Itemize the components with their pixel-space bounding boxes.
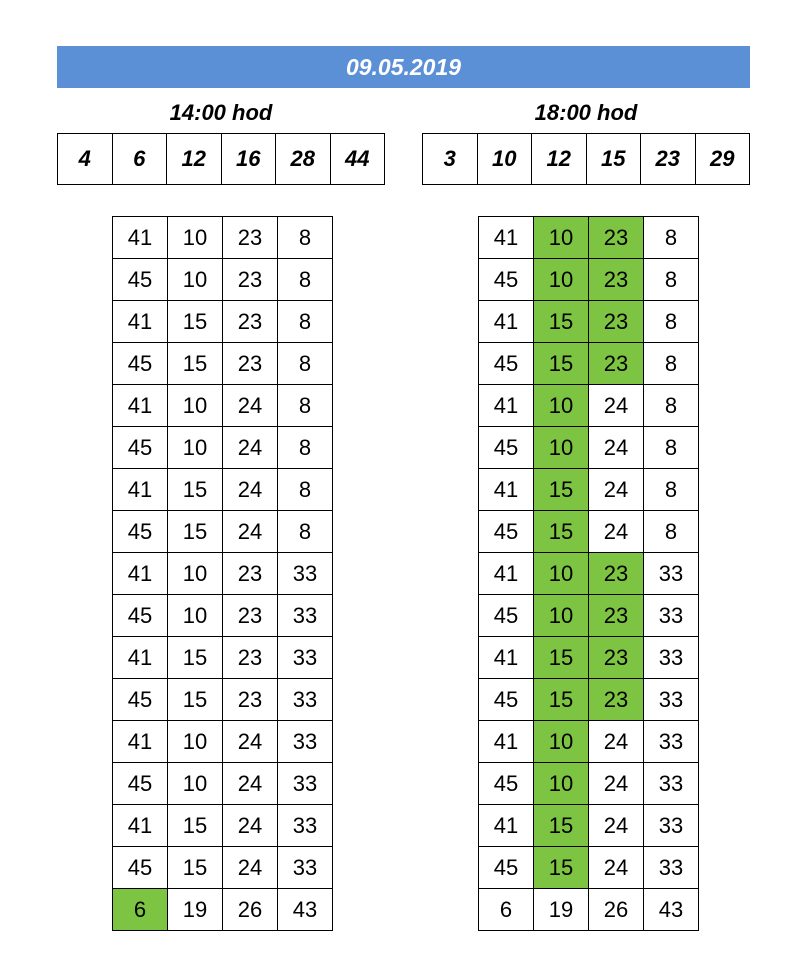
combination-row bbox=[479, 343, 699, 385]
combination-cell: 15 bbox=[168, 301, 223, 343]
combination-cell: 24 bbox=[223, 805, 278, 847]
combination-table-1800 bbox=[478, 216, 699, 931]
drawn-number: 10 bbox=[477, 134, 532, 185]
combination-row bbox=[113, 385, 333, 427]
combination-cell: 45 bbox=[113, 679, 168, 721]
combination-row bbox=[479, 427, 699, 469]
drawn-number: 12 bbox=[167, 134, 222, 185]
drawn-numbers-1400 bbox=[57, 133, 385, 185]
combination-cell: 8 bbox=[278, 259, 333, 301]
combination-cell-hit: 23 bbox=[589, 679, 644, 721]
combination-row bbox=[113, 427, 333, 469]
combination-cell: 45 bbox=[479, 511, 534, 553]
combination-row bbox=[113, 889, 333, 931]
combination-cell: 8 bbox=[644, 427, 699, 469]
combination-row bbox=[479, 721, 699, 763]
combination-cell: 45 bbox=[113, 427, 168, 469]
combination-cell: 19 bbox=[168, 889, 223, 931]
combination-cell: 10 bbox=[168, 217, 223, 259]
combination-cell-hit: 23 bbox=[589, 259, 644, 301]
combination-row bbox=[479, 847, 699, 889]
combination-row bbox=[479, 301, 699, 343]
combination-row bbox=[479, 679, 699, 721]
combination-row bbox=[113, 511, 333, 553]
combination-cell: 10 bbox=[168, 427, 223, 469]
drawn-number: 28 bbox=[276, 134, 331, 185]
combination-row bbox=[479, 595, 699, 637]
combination-cell: 45 bbox=[113, 595, 168, 637]
combination-cell: 23 bbox=[223, 679, 278, 721]
combination-cell: 10 bbox=[168, 763, 223, 805]
combination-cell-hit: 23 bbox=[589, 217, 644, 259]
combination-cell: 45 bbox=[113, 343, 168, 385]
combination-cell: 43 bbox=[278, 889, 333, 931]
combination-cell: 26 bbox=[589, 889, 644, 931]
combination-cell: 41 bbox=[479, 301, 534, 343]
combination-cell-hit: 10 bbox=[534, 721, 589, 763]
combination-cell: 24 bbox=[223, 427, 278, 469]
combination-cell: 45 bbox=[479, 259, 534, 301]
combination-cell: 43 bbox=[644, 889, 699, 931]
combination-cell: 41 bbox=[479, 637, 534, 679]
combination-cell: 24 bbox=[589, 847, 644, 889]
drawn-numbers-row bbox=[58, 134, 385, 185]
combination-cell: 24 bbox=[223, 847, 278, 889]
combination-row bbox=[479, 553, 699, 595]
combination-cell-hit: 10 bbox=[534, 385, 589, 427]
combination-cell: 23 bbox=[223, 301, 278, 343]
drawn-number: 4 bbox=[58, 134, 113, 185]
combination-cell: 24 bbox=[589, 721, 644, 763]
combination-cell: 8 bbox=[278, 301, 333, 343]
combination-cell: 19 bbox=[534, 889, 589, 931]
combination-row bbox=[113, 721, 333, 763]
combination-cell: 41 bbox=[479, 721, 534, 763]
combination-row bbox=[479, 637, 699, 679]
date-banner: 09.05.2019 bbox=[57, 46, 750, 88]
combination-row bbox=[113, 637, 333, 679]
combination-table-1400 bbox=[112, 216, 333, 931]
combination-cell: 15 bbox=[168, 679, 223, 721]
combination-cell: 33 bbox=[644, 595, 699, 637]
combination-cell: 41 bbox=[113, 217, 168, 259]
combination-cell: 6 bbox=[479, 889, 534, 931]
combination-cell: 26 bbox=[223, 889, 278, 931]
combination-cell: 24 bbox=[589, 385, 644, 427]
combination-row bbox=[113, 805, 333, 847]
combination-cell: 24 bbox=[223, 511, 278, 553]
combination-row bbox=[479, 805, 699, 847]
combination-cell-hit: 10 bbox=[534, 553, 589, 595]
combination-cell: 10 bbox=[168, 595, 223, 637]
combination-cell: 24 bbox=[589, 511, 644, 553]
combination-cell: 23 bbox=[223, 343, 278, 385]
combination-cell: 8 bbox=[644, 511, 699, 553]
combination-cell: 41 bbox=[113, 469, 168, 511]
combination-cell: 10 bbox=[168, 385, 223, 427]
combination-cell: 23 bbox=[223, 553, 278, 595]
combination-cell: 41 bbox=[113, 721, 168, 763]
combination-cell: 24 bbox=[223, 469, 278, 511]
drawn-number: 44 bbox=[330, 134, 385, 185]
combination-cell: 8 bbox=[644, 469, 699, 511]
combination-cell-hit: 23 bbox=[589, 637, 644, 679]
combination-row bbox=[113, 553, 333, 595]
combination-cell: 33 bbox=[644, 721, 699, 763]
combination-cell: 15 bbox=[168, 847, 223, 889]
combination-cell: 23 bbox=[223, 217, 278, 259]
combination-cell: 41 bbox=[479, 553, 534, 595]
combination-cell: 33 bbox=[644, 847, 699, 889]
combination-cell: 41 bbox=[113, 385, 168, 427]
combination-cell-hit: 15 bbox=[534, 637, 589, 679]
combination-cell: 24 bbox=[223, 385, 278, 427]
combination-cell: 8 bbox=[278, 217, 333, 259]
combination-cell: 33 bbox=[278, 805, 333, 847]
combination-cell: 8 bbox=[278, 511, 333, 553]
drawn-numbers-1800 bbox=[422, 133, 750, 185]
combination-cell: 33 bbox=[644, 763, 699, 805]
combination-cell-hit: 6 bbox=[113, 889, 168, 931]
combination-cell: 24 bbox=[589, 469, 644, 511]
combination-row bbox=[113, 763, 333, 805]
drawn-number: 16 bbox=[221, 134, 276, 185]
combination-cell-hit: 10 bbox=[534, 427, 589, 469]
combination-cell-hit: 10 bbox=[534, 217, 589, 259]
combination-cell: 23 bbox=[223, 637, 278, 679]
combination-cell-hit: 15 bbox=[534, 469, 589, 511]
combination-cell-hit: 10 bbox=[534, 259, 589, 301]
combination-cell: 41 bbox=[479, 469, 534, 511]
combination-cell: 24 bbox=[223, 721, 278, 763]
combination-cell: 41 bbox=[479, 385, 534, 427]
combination-cell: 41 bbox=[479, 217, 534, 259]
combination-row bbox=[479, 385, 699, 427]
drawn-number: 6 bbox=[112, 134, 167, 185]
combination-cell: 24 bbox=[589, 427, 644, 469]
combination-cell: 33 bbox=[278, 679, 333, 721]
combination-cell: 33 bbox=[278, 637, 333, 679]
combination-row bbox=[479, 259, 699, 301]
combination-row bbox=[113, 679, 333, 721]
combination-cell-hit: 15 bbox=[534, 511, 589, 553]
combination-row bbox=[113, 343, 333, 385]
combination-cell: 45 bbox=[479, 427, 534, 469]
combination-cell: 15 bbox=[168, 805, 223, 847]
combination-cell: 24 bbox=[223, 763, 278, 805]
combination-cell: 33 bbox=[278, 553, 333, 595]
drawn-number: 12 bbox=[532, 134, 587, 185]
combination-cell: 45 bbox=[479, 763, 534, 805]
drawn-number: 15 bbox=[586, 134, 641, 185]
combination-cell: 8 bbox=[278, 469, 333, 511]
combination-cell: 41 bbox=[113, 805, 168, 847]
combination-cell: 24 bbox=[589, 805, 644, 847]
combination-cell: 8 bbox=[644, 217, 699, 259]
combination-cell: 45 bbox=[479, 847, 534, 889]
combination-cell-hit: 15 bbox=[534, 301, 589, 343]
combination-cell: 8 bbox=[644, 259, 699, 301]
combination-cell: 33 bbox=[278, 595, 333, 637]
combination-cell: 45 bbox=[479, 595, 534, 637]
combination-cell: 41 bbox=[113, 637, 168, 679]
combination-cell-hit: 23 bbox=[589, 301, 644, 343]
combination-cell: 33 bbox=[278, 721, 333, 763]
combination-cell: 41 bbox=[113, 301, 168, 343]
combination-cell: 33 bbox=[644, 805, 699, 847]
combination-cell: 15 bbox=[168, 343, 223, 385]
combination-cell-hit: 10 bbox=[534, 595, 589, 637]
combination-cell-hit: 15 bbox=[534, 805, 589, 847]
combination-row bbox=[113, 595, 333, 637]
combination-cell: 8 bbox=[278, 385, 333, 427]
combination-cell: 10 bbox=[168, 553, 223, 595]
combination-cell: 41 bbox=[479, 805, 534, 847]
combination-cell: 45 bbox=[113, 511, 168, 553]
combination-cell: 8 bbox=[644, 343, 699, 385]
combination-cell-hit: 23 bbox=[589, 343, 644, 385]
combination-cell-hit: 15 bbox=[534, 847, 589, 889]
combination-cell-hit: 15 bbox=[534, 343, 589, 385]
combination-cell: 15 bbox=[168, 511, 223, 553]
combination-cell: 45 bbox=[113, 847, 168, 889]
combination-row bbox=[479, 511, 699, 553]
drawn-number: 3 bbox=[423, 134, 478, 185]
combination-cell-hit: 23 bbox=[589, 553, 644, 595]
combination-cell: 10 bbox=[168, 259, 223, 301]
drawn-numbers-row bbox=[423, 134, 750, 185]
combination-cell: 24 bbox=[589, 763, 644, 805]
combination-cell: 41 bbox=[113, 553, 168, 595]
combination-cell-hit: 10 bbox=[534, 763, 589, 805]
combination-cell: 45 bbox=[113, 259, 168, 301]
combination-cell: 33 bbox=[644, 637, 699, 679]
combination-row bbox=[113, 847, 333, 889]
combination-cell: 23 bbox=[223, 595, 278, 637]
combination-cell: 10 bbox=[168, 721, 223, 763]
combination-cell: 33 bbox=[644, 679, 699, 721]
combination-cell: 8 bbox=[278, 427, 333, 469]
combination-cell: 33 bbox=[644, 553, 699, 595]
drawn-number: 29 bbox=[695, 134, 750, 185]
combination-cell: 45 bbox=[113, 763, 168, 805]
combination-row bbox=[113, 259, 333, 301]
drawn-number: 23 bbox=[641, 134, 696, 185]
combination-cell: 8 bbox=[644, 301, 699, 343]
combination-cell: 45 bbox=[479, 343, 534, 385]
combination-row bbox=[113, 301, 333, 343]
combination-row bbox=[113, 217, 333, 259]
combination-cell: 33 bbox=[278, 847, 333, 889]
combination-cell-hit: 23 bbox=[589, 595, 644, 637]
combination-row bbox=[479, 469, 699, 511]
combination-cell: 45 bbox=[479, 679, 534, 721]
combination-cell-hit: 15 bbox=[534, 679, 589, 721]
combination-row bbox=[113, 469, 333, 511]
session-title-1400: 14:00 hod bbox=[169, 100, 273, 125]
combination-cell: 8 bbox=[644, 385, 699, 427]
combination-cell: 8 bbox=[278, 343, 333, 385]
combination-row bbox=[479, 217, 699, 259]
combination-cell: 15 bbox=[168, 637, 223, 679]
combination-cell: 23 bbox=[223, 259, 278, 301]
combination-row bbox=[479, 763, 699, 805]
combination-row bbox=[479, 889, 699, 931]
session-title-1800: 18:00 hod bbox=[534, 100, 638, 125]
combination-cell: 33 bbox=[278, 763, 333, 805]
combination-cell: 15 bbox=[168, 469, 223, 511]
